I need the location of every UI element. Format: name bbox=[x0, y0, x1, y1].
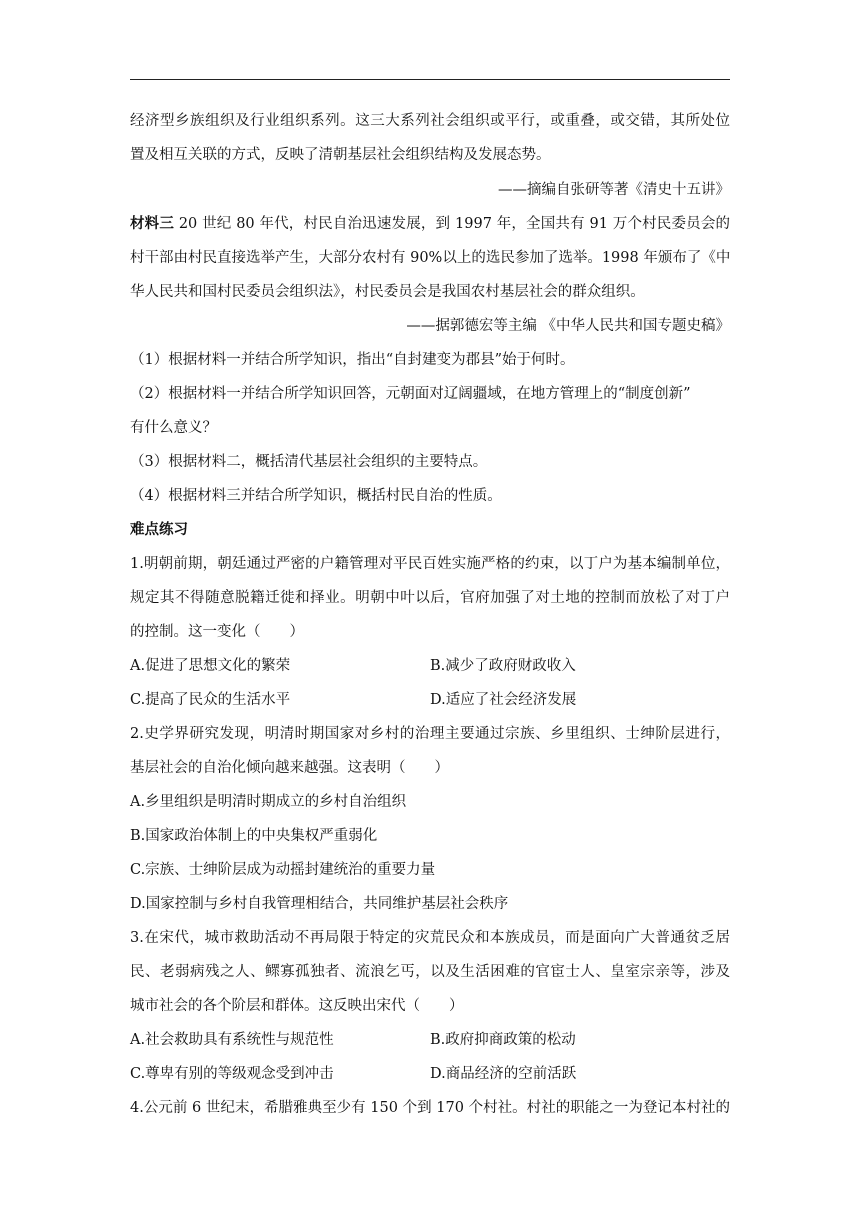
material3-text: 20 世纪 80 年代，村民自治迅速发展，到 1997 年，全国共有 91 万个村民委员会的 bbox=[178, 216, 731, 232]
problem-3-stem: 3.在宋代，城市救助活动不再局限于特定的灾荒民众和本族成员，而是面向广大普通贫乏居 bbox=[130, 930, 730, 946]
problem-3-option-d: D.商品经济的空前活跃 bbox=[430, 1066, 577, 1082]
material2-source: ——摘编自张研等著《清史十五讲》 bbox=[498, 182, 730, 198]
problem-1-option-a: A.促进了思想文化的繁荣 bbox=[130, 658, 291, 674]
problem-3-option-c: C.尊卑有别的等级观念受到冲击 bbox=[130, 1066, 334, 1082]
material3-line: 华人民共和国村民委员会组织法》，村民委员会是我国农村基层社会的群众组织。 bbox=[130, 284, 645, 300]
material3-source: ——据郭德宏等主编 《中华人民共和国专题史稿》 bbox=[406, 318, 730, 334]
problem-1-option-b: B.减少了政府财政收入 bbox=[430, 658, 576, 674]
header-rule bbox=[130, 79, 730, 80]
problem-1-option-c: C.提高了民众的生活水平 bbox=[130, 692, 291, 708]
problem-3-option-a: A.社会救助具有系统性与规范性 bbox=[130, 1032, 334, 1048]
question-1: （1）根据材料一并结合所学知识，指出“自封建变为郡县”始于何时。 bbox=[130, 352, 575, 368]
problem-4-stem: 4.公元前 6 世纪末，希腊雅典至少有 150 个到 170 个村社。村社的职能之一为登记本村社的 bbox=[130, 1100, 730, 1116]
question-4: （4）根据材料三并结合所学知识，概括村民自治的性质。 bbox=[130, 488, 502, 504]
question-2-cont: 有什么意义？ bbox=[130, 420, 217, 436]
problem-1-stem: 规定其不得随意脱籍迁徙和择业。明朝中叶以后，官府加强了对土地的控制而放松了对丁户 bbox=[130, 590, 730, 606]
section-heading: 难点练习 bbox=[130, 521, 188, 538]
material3-line: 村干部由村民直接选举产生，大部分农村有 90%以上的选民参加了选举。1998 年颁布了《中 bbox=[130, 250, 731, 266]
problem-1-stem: 1.明朝前期，朝廷通过严密的户籍管理对平民百姓实施严格的约束，以丁户为基本编制单位， bbox=[130, 556, 730, 572]
material2-line: 经济型乡族组织及行业组织系列。这三大系列社会组织或平行，或重叠，或交错，其所处位 bbox=[130, 113, 730, 129]
problem-3-stem: 民、老弱病残之人、鳏寡孤独者、流浪乞丐，以及生活困难的官宦士人、皇室宗亲等，涉及 bbox=[130, 964, 730, 980]
problem-3-stem: 城市社会的各个阶层和群体。这反映出宋代（ ） bbox=[130, 998, 464, 1014]
material2-line: 置及相互关联的方式，反映了清朝基层社会组织结构及发展态势。 bbox=[130, 147, 551, 163]
question-2: （2）根据材料一并结合所学知识回答，元朝面对辽阔疆域，在地方管理上的“制度创新” bbox=[130, 386, 691, 402]
material3-label: 材料三 bbox=[130, 215, 175, 232]
problem-3-option-b: B.政府抑商政策的松动 bbox=[430, 1032, 576, 1048]
problem-2-option-b: B.国家政治体制上的中央集权严重弱化 bbox=[130, 828, 378, 844]
problem-2-stem: 2.史学界研究发现，明清时期国家对乡村的治理主要通过宗族、乡里组织、士绅阶层进行， bbox=[130, 726, 730, 742]
problem-2-option-d: D.国家控制与乡村自我管理相结合，共同维护基层社会秩序 bbox=[130, 896, 509, 912]
problem-2-option-a: A.乡里组织是明清时期成立的乡村自治组织 bbox=[130, 794, 407, 810]
problem-1-option-d: D.适应了社会经济发展 bbox=[430, 692, 577, 708]
material3-line bbox=[130, 214, 730, 234]
problem-2-stem: 基层社会的自治化倾向越来越强。这表明（ ） bbox=[130, 760, 449, 776]
problem-1-stem: 的控制。这一变化（ ） bbox=[130, 624, 304, 640]
question-3: （3）根据材料二，概括清代基层社会组织的主要特点。 bbox=[130, 454, 488, 470]
problem-2-option-c: C.宗族、士绅阶层成为动摇封建统治的重要力量 bbox=[130, 862, 436, 878]
